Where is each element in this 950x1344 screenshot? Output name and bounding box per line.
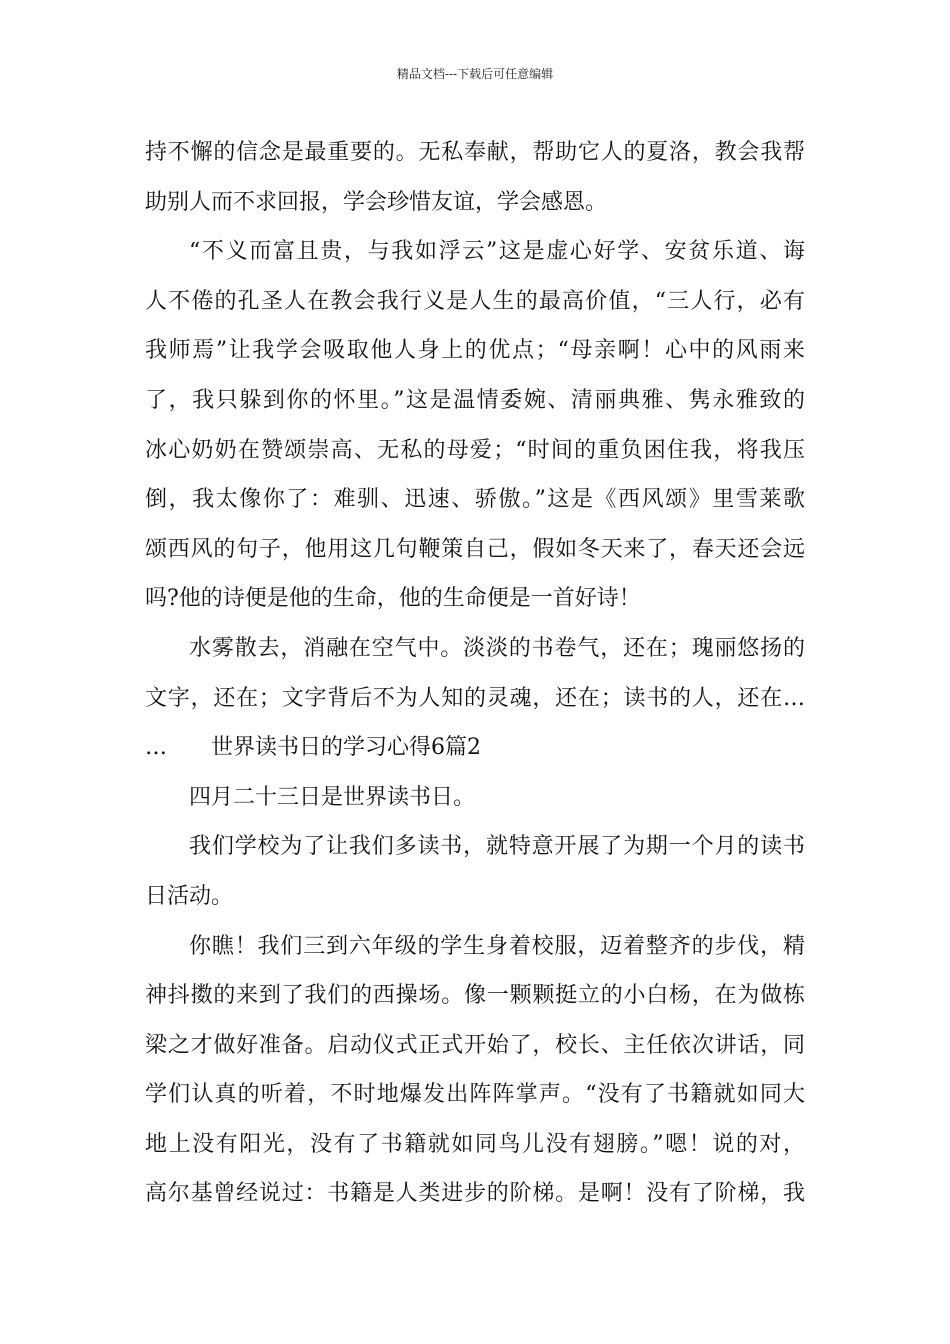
text-line: 吗?他的诗便是他的生命，他的生命便是一首好诗！ [145, 586, 641, 612]
text-line: “不义而富且贵，与我如浮云”这是虚心好学、安贫乐道、诲 [189, 239, 805, 265]
text-line: 地上没有阳光，没有了书籍就如同鸟儿没有翅膀。”嗯！说的对， [145, 1131, 805, 1157]
text-line: 冰心奶奶在赞颂崇高、无私的母爱；“时间的重负困住我，将我压 [145, 437, 805, 463]
text-line: 你瞧！我们三到六年级的学生身着校服，迈着整齐的步伐，精 [189, 933, 805, 959]
text-line: 了，我只躲到你的怀里。”这是温情委婉、清丽典雅、隽永雅致的 [145, 387, 805, 413]
text-line: 助别人而不求回报，学会珍惜友谊，学会感恩。 [145, 189, 608, 215]
text-line: 倒，我太像你了：难驯、迅速、骄傲。”这是《西风颂》里雪莱歌 [145, 487, 805, 513]
text-line: 高尔基曾经说过：书籍是人类进步的阶梯。是啊！没有了阶梯，我 [145, 1181, 805, 1207]
ellipsis-continuation: … [145, 735, 167, 761]
text-line: 文字，还在；文字背后不为人知的灵魂，还在；读书的人，还在… [145, 685, 805, 711]
page-header: 精品文档---下载后可任意编辑 [396, 67, 554, 81]
text-line: 颂西风的句子，他用这几句鞭策自己，假如冬天来了，春天还会远 [145, 536, 805, 562]
text-line: 学们认真的听着，不时地爆发出阵阵掌声。“没有了书籍就如同大 [145, 1082, 805, 1108]
document-body [145, 128, 805, 1219]
text-line: 水雾散去，消融在空气中。淡淡的书卷气，还在；瑰丽悠扬的 [189, 635, 805, 661]
text-line: 我们学校为了让我们多读书，就特意开展了为期一个月的读书 [189, 834, 805, 860]
text-line: 梁之才做好准备。启动仪式正式开始了，校长、主任依次讲话，同 [145, 1032, 805, 1058]
section-heading: 世界读书日的学习心得6篇2 [211, 735, 481, 761]
text-line: 日活动。 [145, 883, 234, 909]
text-line: 我师焉”让我学会吸取他人身上的优点；“母亲啊！心中的风雨来 [145, 338, 805, 364]
text-line: 神抖擞的来到了我们的西操场。像一颗颗挺立的小白杨，在为做栋 [145, 983, 805, 1009]
text-line: 人不倦的孔圣人在教会我行义是人生的最高价值，“三人行，必有 [145, 288, 805, 314]
text-line: 持不懈的信念是最重要的。无私奉献，帮助它人的夏洛，教会我帮 [145, 140, 805, 165]
text-line: 四月二十三日是世界读书日。 [189, 784, 476, 810]
text-line-with-heading [145, 723, 805, 773]
